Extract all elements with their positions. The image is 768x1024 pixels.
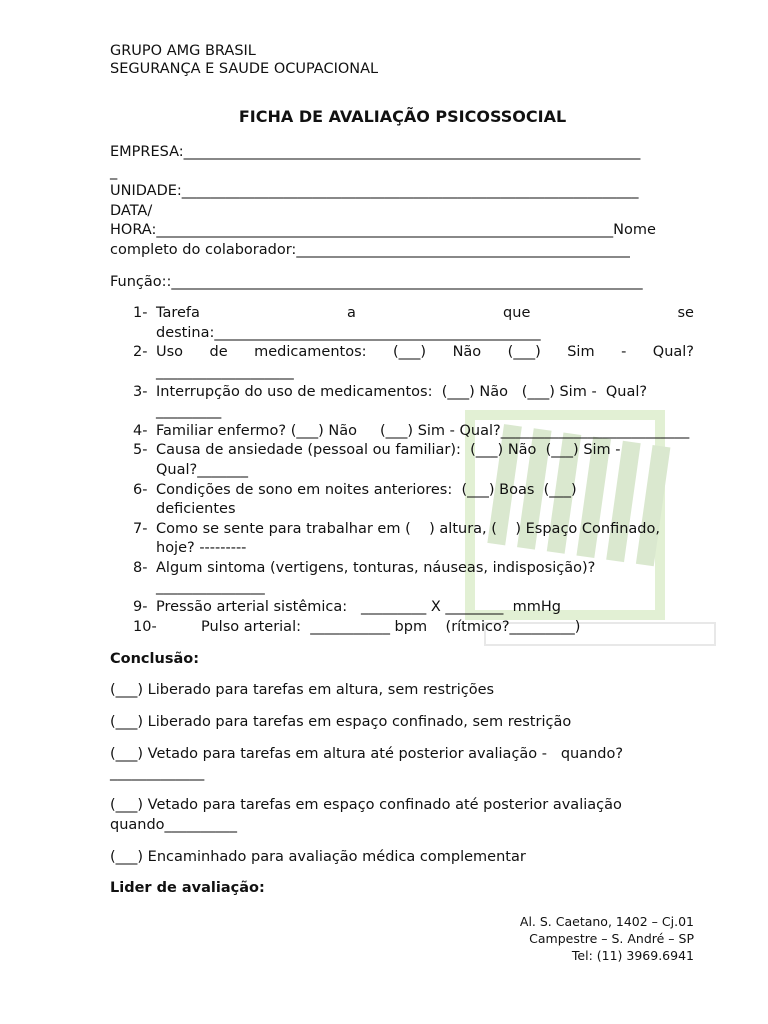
item-5-answer[interactable]: Qual?_______: [156, 462, 248, 478]
item-2-text: [156, 343, 694, 361]
item-10-number: 10-: [133, 619, 157, 635]
item-6-text-cont: deficientes: [156, 501, 236, 517]
item-2-word: de: [209, 344, 228, 360]
leader-label: Lider de avaliação:: [110, 880, 265, 896]
item-8-number: 8-: [133, 560, 148, 576]
item-6-text: Condições de sono em noites anteriores: (___) Boas (___): [156, 482, 577, 498]
conclusion-option-4-line[interactable]: quando__________: [110, 817, 238, 833]
footer-address-1: Al. S. Caetano, 1402 – Cj.01: [519, 914, 694, 929]
item-2-word: Uso: [156, 344, 184, 360]
item-1-answer[interactable]: destina:_____________________________________________: [156, 325, 541, 341]
field-funcao[interactable]: Função::_________________________________________________________________: [110, 274, 643, 290]
conclusion-option-4[interactable]: (___) Vetado para tarefas em espaço confinado até posterior avaliação: [110, 797, 622, 813]
field-empresa-continuation: _: [110, 164, 118, 180]
item-1-word: que: [503, 305, 531, 321]
item-5-number: 5-: [133, 442, 148, 458]
item-3-text: Interrupção do uso de medicamentos: (___) Não (___) Sim - Qual?: [156, 384, 648, 400]
item-2-word: medicamentos:: [254, 344, 367, 360]
item-7-text-cont[interactable]: hoje? ---------: [156, 540, 247, 556]
item-2-word: Sim: [567, 344, 595, 360]
footer-address-2: Campestre – S. André – SP: [529, 931, 694, 946]
conclusion-heading: Conclusão:: [110, 651, 199, 667]
conclusion-option-2[interactable]: (___) Liberado para tarefas em espaço confinado, sem restrição: [110, 714, 572, 730]
item-2-word: Não: [452, 344, 482, 360]
field-unidade[interactable]: UNIDADE:_______________________________________________________________: [110, 183, 639, 199]
item-9-text[interactable]: Pressão arterial sistêmica: _________ X ________ mmHg: [156, 599, 561, 615]
item-3-number: 3-: [133, 384, 148, 400]
conclusion-option-3-line[interactable]: _____________: [110, 765, 205, 781]
item-2-word: -: [621, 344, 627, 360]
item-2-number: 2-: [133, 344, 148, 360]
form-title: FICHA DE AVALIAÇÃO PSICOSSOCIAL: [238, 107, 567, 126]
item-4-number: 4-: [133, 423, 148, 439]
item-9-number: 9-: [133, 599, 148, 615]
footer-phone: Tel: (11) 3969.6941: [571, 948, 694, 963]
item-1-word: Tarefa: [156, 305, 200, 321]
company-name: GRUPO AMG BRASIL: [110, 43, 256, 59]
field-hora[interactable]: HORA:_______________________________________________________________Nome: [110, 222, 656, 238]
item-1-text: [156, 304, 694, 322]
item-5-text: Causa de ansiedade (pessoal ou familiar): (___) Não (___) Sim -: [156, 442, 621, 458]
conclusion-option-1[interactable]: (___) Liberado para tarefas em altura, sem restrições: [110, 682, 495, 698]
field-nome[interactable]: completo do colaborador:______________________________________________: [110, 242, 630, 258]
item-1-number: 1-: [133, 305, 148, 321]
item-6-number: 6-: [133, 482, 148, 498]
item-10-text[interactable]: Pulso arterial: ___________ bpm (rítmico?_________): [201, 619, 581, 635]
item-1-word: a: [347, 305, 356, 321]
item-2-checkbox-nao[interactable]: (___): [393, 344, 427, 360]
conclusion-option-3[interactable]: (___) Vetado para tarefas em altura até posterior avaliação - quando?: [110, 746, 624, 762]
item-8-answer[interactable]: _______________: [156, 579, 265, 595]
item-7-number: 7-: [133, 521, 148, 537]
conclusion-option-5[interactable]: (___) Encaminhado para avaliação médica complementar: [110, 849, 526, 865]
item-2-answer[interactable]: ___________________: [156, 364, 294, 380]
item-4-text: Familiar enfermo? (___) Não (___) Sim - Qual?__________________________: [156, 423, 690, 439]
item-1-word: se: [677, 305, 694, 321]
item-8-text: Algum sintoma (vertigens, tonturas, náuseas, indisposição)?: [156, 560, 596, 576]
field-data[interactable]: DATA/: [110, 203, 153, 219]
company-division: SEGURANÇA E SAUDE OCUPACIONAL: [110, 61, 379, 77]
item-3-answer[interactable]: _________: [156, 403, 222, 419]
item-2-word: Qual?: [652, 344, 694, 360]
item-7-text: Como se sente para trabalhar em ( ) altura, ( ) Espaço Confinado,: [156, 521, 660, 537]
field-empresa[interactable]: EMPRESA:_______________________________________________________________: [110, 144, 641, 160]
item-2-checkbox-sim[interactable]: (___): [507, 344, 541, 360]
